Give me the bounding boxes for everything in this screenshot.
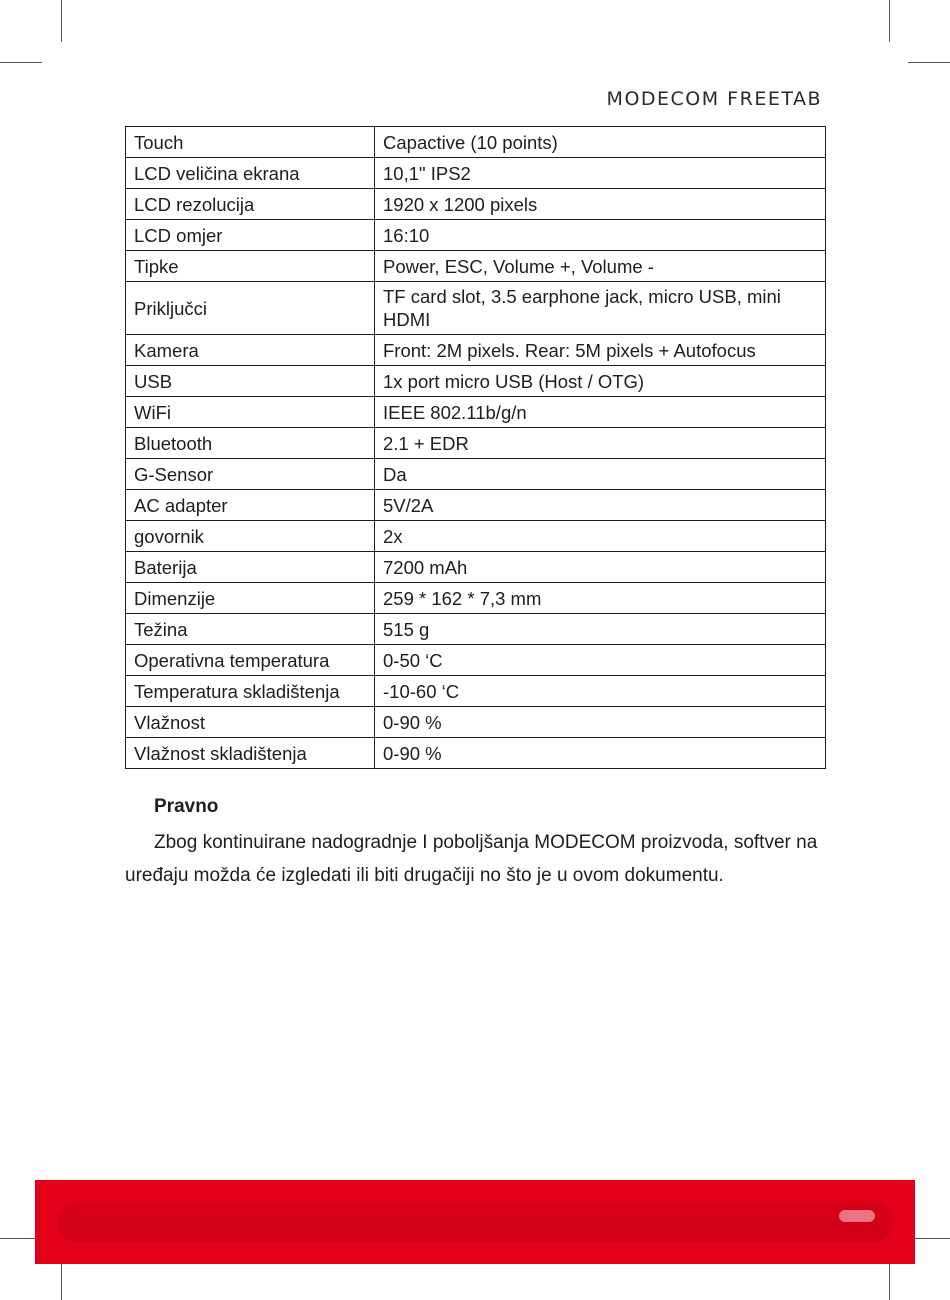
table-row — [126, 552, 826, 583]
footer-highlight — [839, 1210, 875, 1222]
crop-mark-top-right — [889, 0, 890, 42]
crop-mark-bottom-right — [889, 1258, 890, 1300]
spec-value-cell: Power, ESC, Volume +, Volume - — [375, 251, 826, 282]
spec-value-cell: TF card slot, 3.5 earphone jack, micro USB, mini HDMI — [375, 282, 826, 335]
table-row — [126, 189, 826, 220]
spec-key-cell: G-Sensor — [126, 459, 375, 490]
spec-key-cell: USB — [126, 366, 375, 397]
table-row — [126, 335, 826, 366]
spec-value-cell: Da — [375, 459, 826, 490]
spec-value-cell: 5V/2A — [375, 490, 826, 521]
table-row — [126, 676, 826, 707]
legal-paragraph: Zbog kontinuirane nadogradnje I poboljšanja MODECOM proizvoda, softver na uređaju možda će izgledati ili biti drugačiji no što je u ovom dokumentu. — [125, 832, 818, 886]
spec-table — [125, 126, 826, 769]
spec-key-cell: AC adapter — [126, 490, 375, 521]
spec-key-cell: Vlažnost — [126, 707, 375, 738]
spec-value-cell: 1x port micro USB (Host / OTG) — [375, 366, 826, 397]
spec-key-cell: Touch — [126, 127, 375, 158]
table-row — [126, 583, 826, 614]
crop-mark-right-top — [908, 62, 950, 63]
spec-key-cell: LCD omjer — [126, 220, 375, 251]
table-row — [126, 127, 826, 158]
legal-heading: Pravno — [154, 796, 219, 817]
spec-value-cell: 2x — [375, 521, 826, 552]
spec-key-cell: Tipke — [126, 251, 375, 282]
table-row — [126, 614, 826, 645]
spec-key-cell: Dimenzije — [126, 583, 375, 614]
spec-table-body — [126, 127, 826, 769]
spec-key-cell: Bluetooth — [126, 428, 375, 459]
spec-key-cell: Kamera — [126, 335, 375, 366]
spec-value-cell: Front: 2M pixels. Rear: 5M pixels + Autofocus — [375, 335, 826, 366]
spec-value-cell: IEEE 802.11b/g/n — [375, 397, 826, 428]
spec-key-cell: Težina — [126, 614, 375, 645]
spec-key-cell: Vlažnost skladištenja — [126, 738, 375, 769]
table-row — [126, 158, 826, 189]
spec-value-cell: 2.1 + EDR — [375, 428, 826, 459]
table-row — [126, 490, 826, 521]
table-row — [126, 428, 826, 459]
table-row — [126, 397, 826, 428]
table-row — [126, 251, 826, 282]
spec-key-cell: LCD veličina ekrana — [126, 158, 375, 189]
spec-value-cell: 16:10 — [375, 220, 826, 251]
spec-value-cell: -10-60 ‘C — [375, 676, 826, 707]
spec-key-cell: Operativna temperatura — [126, 645, 375, 676]
footer-bar — [35, 1180, 915, 1264]
table-row — [126, 282, 826, 335]
spec-key-cell: govornik — [126, 521, 375, 552]
spec-value-cell: 0-90 % — [375, 707, 826, 738]
spec-key-cell: Temperatura skladištenja — [126, 676, 375, 707]
spec-value-cell: 0-50 ‘C — [375, 645, 826, 676]
spec-key-cell: LCD rezolucija — [126, 189, 375, 220]
spec-key-cell: Baterija — [126, 552, 375, 583]
spec-value-cell: 515 g — [375, 614, 826, 645]
table-row — [126, 366, 826, 397]
footer-band — [57, 1202, 893, 1242]
table-row — [126, 521, 826, 552]
spec-value-cell: 1920 x 1200 pixels — [375, 189, 826, 220]
crop-mark-left-top — [0, 62, 42, 63]
crop-mark-top-left — [61, 0, 62, 42]
spec-value-cell: 7200 mAh — [375, 552, 826, 583]
spec-value-cell: 0-90 % — [375, 738, 826, 769]
crop-mark-bottom-left — [61, 1258, 62, 1300]
spec-value-cell: Capactive (10 points) — [375, 127, 826, 158]
table-row — [126, 707, 826, 738]
table-row — [126, 459, 826, 490]
spec-value-cell: 259 * 162 * 7,3 mm — [375, 583, 826, 614]
page-header-title: MODECOM FREETAB — [606, 88, 822, 110]
spec-key-cell: Priključci — [126, 282, 375, 335]
spec-key-cell: WiFi — [126, 397, 375, 428]
table-row — [126, 220, 826, 251]
table-row — [126, 738, 826, 769]
table-row — [126, 645, 826, 676]
spec-value-cell: 10,1" IPS2 — [375, 158, 826, 189]
